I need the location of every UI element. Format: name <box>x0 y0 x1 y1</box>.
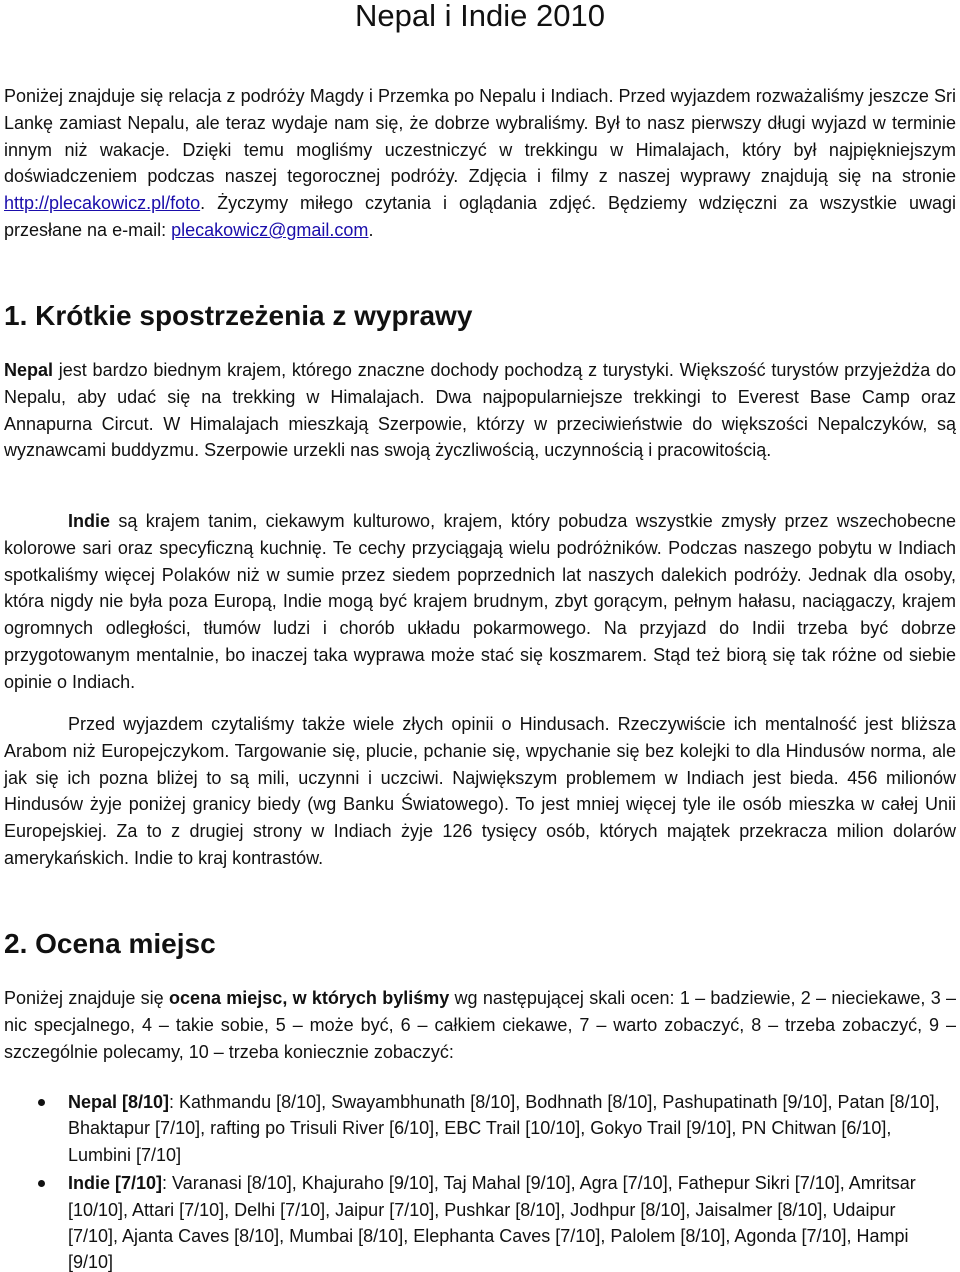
hindus-paragraph: Przed wyjazdem czytaliśmy także wiele złych opinii o Hindusach. Rzeczywiście ich mentalność jest bliższa Arabom niż Europejczykom. Targowanie się, plucie, pchanie się, wpychanie się bez kolejki to dla Hindusów norma, ale jak się ich pozna bliżej to są mili, uczynni i uczciwi. Największym problemem w Indiach jest bieda. 456 milionów Hindusów żyje poniżej granicy biedy (wg Banku Światowego). To jest mniej więcej tyle ile osób mieszka w całej Unii Europejskiej. Za to z drugiej strony w Indiach żyje 126 tysięcy osób, których majątek przekracza milion dolarów amerykańskich. Indie to kraj kontrastów. <box>4 714 956 868</box>
rating-scale-paragraph <box>4 985 956 1065</box>
list-item <box>0 1170 960 1272</box>
indie-bold-label: Indie <box>68 511 111 531</box>
page-title: Nepal i Indie 2010 <box>355 0 605 33</box>
indie-paragraph <box>4 508 956 696</box>
intro-text-1: Poniżej znajduje się relacja z podróży Magdy i Przemka po Nepalu i Indiach. Przed wyjazdem rozważaliśmy jeszcze Sri Lankę zamiast Nepalu, ale teraz wydaje nam się, że dobrze wybraliśmy. Był to nasz pierwszy długi wyjazd w terminie innym niż wakacje. Dzięki temu mogliśmy uczestniczyć w trekkingu w Himalajach, który był najpiękniejszym doświadczeniem podczas naszej tegorocznej podróży. Zdjęcia i filmy z naszej wyprawy znajdują się na stronie <box>4 86 956 187</box>
nepal-bold-label: Nepal <box>4 360 54 380</box>
scale-text-2: wg następującej skali ocen: 1 – badziewie, 2 – nieciekawe, 3 – nic specjalnego, 4 – takie sobie, 5 – może być, 6 – całkiem ciekawe, 7 – warto zobaczyć, 8 – trzeba zobaczyć, 9 – szczególnie polecamy, 10 – trzeba koniecznie zobaczyć: <box>4 988 956 1062</box>
intro-text-3: . <box>368 219 374 240</box>
list-item <box>0 1089 960 1168</box>
nepal-text: jest bardzo biednym krajem, którego znaczne dochody pochodzą z turystyki. Większość turystów przyjeżdża do Nepalu, aby udać się na trekking w Himalajach. Dwa najpopularniejsze trekkingi to Everest Base Camp oraz Annapurna Circut. W Himalajach mieszkają Szerpowie, którzy w przeciwieństwie do większości Nepalczyków, są wyznawcami buddyzmu. Szerpowie urzekli nas swoją życzliwością, uczynnością i pracowitością. <box>4 360 956 461</box>
photos-link[interactable]: http://plecakowicz.pl/foto <box>4 193 201 214</box>
email-link[interactable]: plecakowicz@gmail.com <box>171 219 369 240</box>
rating-places: : Kathmandu [8/10], Swayambhunath [8/10], Bodhnath [8/10], Pashupatinath [9/10], Patan [8/10], Bhaktapur [7/10], rafting po Trisuli River [6/10], EBC Trail [10/10], Gokyo Trail [9/10], PN Chitwan [6/10], Lumbini [7/10] <box>68 1092 940 1165</box>
rating-country: Indie [7/10] <box>68 1173 163 1194</box>
nepal-paragraph <box>4 357 956 464</box>
intro-text-2: . Życzymy miłego czytania i oglądania zdjęć. Będziemy wdzięczni za wszystkie uwagi przesłane na e-mail: <box>4 193 956 240</box>
indie-text: są krajem tanim, ciekawym kulturowo, krajem, który pobudza wszystkie zmysły przez wszechobecne kolorowe sari oraz specyficzną kuchnię. Te cechy przyciągają wielu podróżników. Podczas naszego pobytu w Indiach spotkaliśmy więcej Polaków niż w sumie przez siedem poprzednich lat naszych dalekich podróży. Jednak dla osoby, która nigdy nie była poza Europą, Indie mogą być krajem brudnym, zbyt gorącym, pełnym hałasu, naciągaczy, krajem ogromnych odległości, tłumów ludzi i chorób układu pokarmowego. Na przyjazd do Indii trzeba być dobrze przygotowanym mentalnie, bo inaczej taka wyprawa może stać się koszmarem. Stąd też biorą się tak różne od siebie opinie o Indiach. <box>4 511 956 692</box>
intro-paragraph <box>4 83 956 244</box>
rating-country: Nepal [8/10] <box>68 1092 170 1112</box>
scale-bold: ocena miejsc, w których byliśmy <box>168 988 450 1008</box>
rating-places: : Varanasi [8/10], Khajuraho [9/10], Taj Mahal [9/10], Agra [7/10], Fathepur Sikri [7/10], Amritsar [10/10], Attari [7/10], Delhi [7/10], Jaipur [7/10], Pushkar [8/10], Jodhpur [8/10], Jaisalmer [8/10], Udaipur [7/10], Ajanta Caves [8/10], Mumbai [8/10], Elephanta Caves [7/10], Palolem [8/10], Agonda [7/10], Hampi [9/10] <box>68 1173 916 1272</box>
ratings-list <box>0 1089 960 1272</box>
section-heading-observations: 1. Krótkie spostrzeżenia z wyprawy <box>4 300 473 331</box>
bullet-icon <box>38 1180 45 1187</box>
bullet-icon <box>38 1099 45 1106</box>
section-heading-ratings: 2. Ocena miejsc <box>4 928 216 959</box>
scale-text-1: Poniżej znajduje się <box>4 988 169 1008</box>
